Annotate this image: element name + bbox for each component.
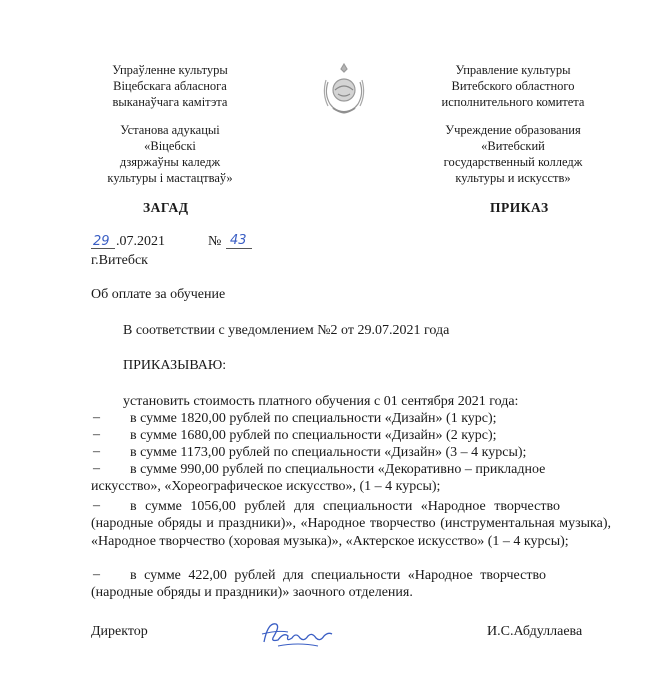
right-org-line: исполнительного комитета xyxy=(441,95,585,109)
item-dash: – xyxy=(93,444,100,459)
item-dash: – xyxy=(93,567,100,582)
right-org-line: Управление культуры xyxy=(455,63,571,77)
left-org-line: выканаўчага камітэта xyxy=(112,95,228,109)
item-dash: – xyxy=(93,410,100,425)
belarus-emblem-icon xyxy=(318,60,370,118)
right-doc-title: ПРИКАЗ xyxy=(490,200,549,215)
number-value xyxy=(230,231,247,249)
signature-name: И.С.Абдуллаева xyxy=(487,624,583,639)
right-inst-line: культуры и искусств» xyxy=(455,171,571,185)
right-inst-line: государственный колледж xyxy=(443,155,583,169)
left-org-line: Віцебскага абласнога xyxy=(113,79,227,93)
list-item-continuation: (народные обряды и праздники)» заочного отделения. xyxy=(91,585,413,600)
date-day-handwritten: 29 xyxy=(93,234,110,249)
signature-position: Директор xyxy=(91,624,148,639)
handwritten-signature xyxy=(258,612,338,652)
date-rest: .07.2021 xyxy=(116,234,165,249)
list-item: в сумме 422,00 рублей для специальности «Народное творчество xyxy=(130,568,546,583)
number-prefix: № xyxy=(208,234,222,249)
right-inst-line: «Витебский xyxy=(481,139,545,153)
list-item: в сумме 990,00 рублей по специальности «Декоративно – прикладное xyxy=(130,462,546,477)
right-inst-block xyxy=(408,122,618,186)
left-inst-line: культуры і мастацтваў» xyxy=(107,171,233,185)
left-inst-line: «Віцебскі xyxy=(144,139,196,153)
item-dash: – xyxy=(93,427,100,442)
right-org-line: Витебского областного xyxy=(451,79,575,93)
basis: В соответствии с уведомлением №2 от 29.07.2021 года xyxy=(123,323,450,338)
number-underline xyxy=(226,248,252,249)
left-inst-block xyxy=(80,122,260,186)
subject: Об оплате за обучение xyxy=(91,287,226,302)
date-underline xyxy=(91,248,115,249)
list-item: в сумме 1173,00 рублей по специальности «Дизайн» (3 – 4 курсы); xyxy=(130,445,527,460)
left-inst-line: Установа адукацыі xyxy=(120,123,220,137)
right-org-block xyxy=(408,62,618,110)
item-dash: – xyxy=(93,461,100,476)
list-item: в сумме 1820,00 рублей по специальности «Дизайн» (1 курс); xyxy=(130,411,497,426)
list-item: в сумме 1680,00 рублей по специальности «Дизайн» (2 курс); xyxy=(130,428,497,443)
item-dash: – xyxy=(93,498,100,513)
place: г.Витебск xyxy=(91,253,148,268)
left-inst-line: дзяржаўны каледж xyxy=(119,155,221,169)
order-word: ПРИКАЗЫВАЮ: xyxy=(123,358,227,373)
right-inst-line: Учреждение образования xyxy=(445,123,581,137)
intro: установить стоимость платного обучения с 01 сентября 2021 года: xyxy=(123,394,519,409)
left-org-line: Упраўленне культуры xyxy=(112,63,228,77)
number-handwritten: 43 xyxy=(230,233,247,248)
list-item: в сумме 1056,00 рублей для специальности «Народное творчество xyxy=(130,499,560,514)
list-item-continuation: (народные обряды и праздники)», «Народное творчество (инструментальная музыка), «Народное творчество (хоровая музыка)», «Актерское искусство» (1 – 4 курсы); xyxy=(91,516,611,549)
left-org-block xyxy=(80,62,260,110)
left-doc-title: ЗАГАД xyxy=(143,200,189,215)
list-item-continuation: искусство», «Хореографическое искусство», (1 – 4 курсы); xyxy=(91,479,441,494)
